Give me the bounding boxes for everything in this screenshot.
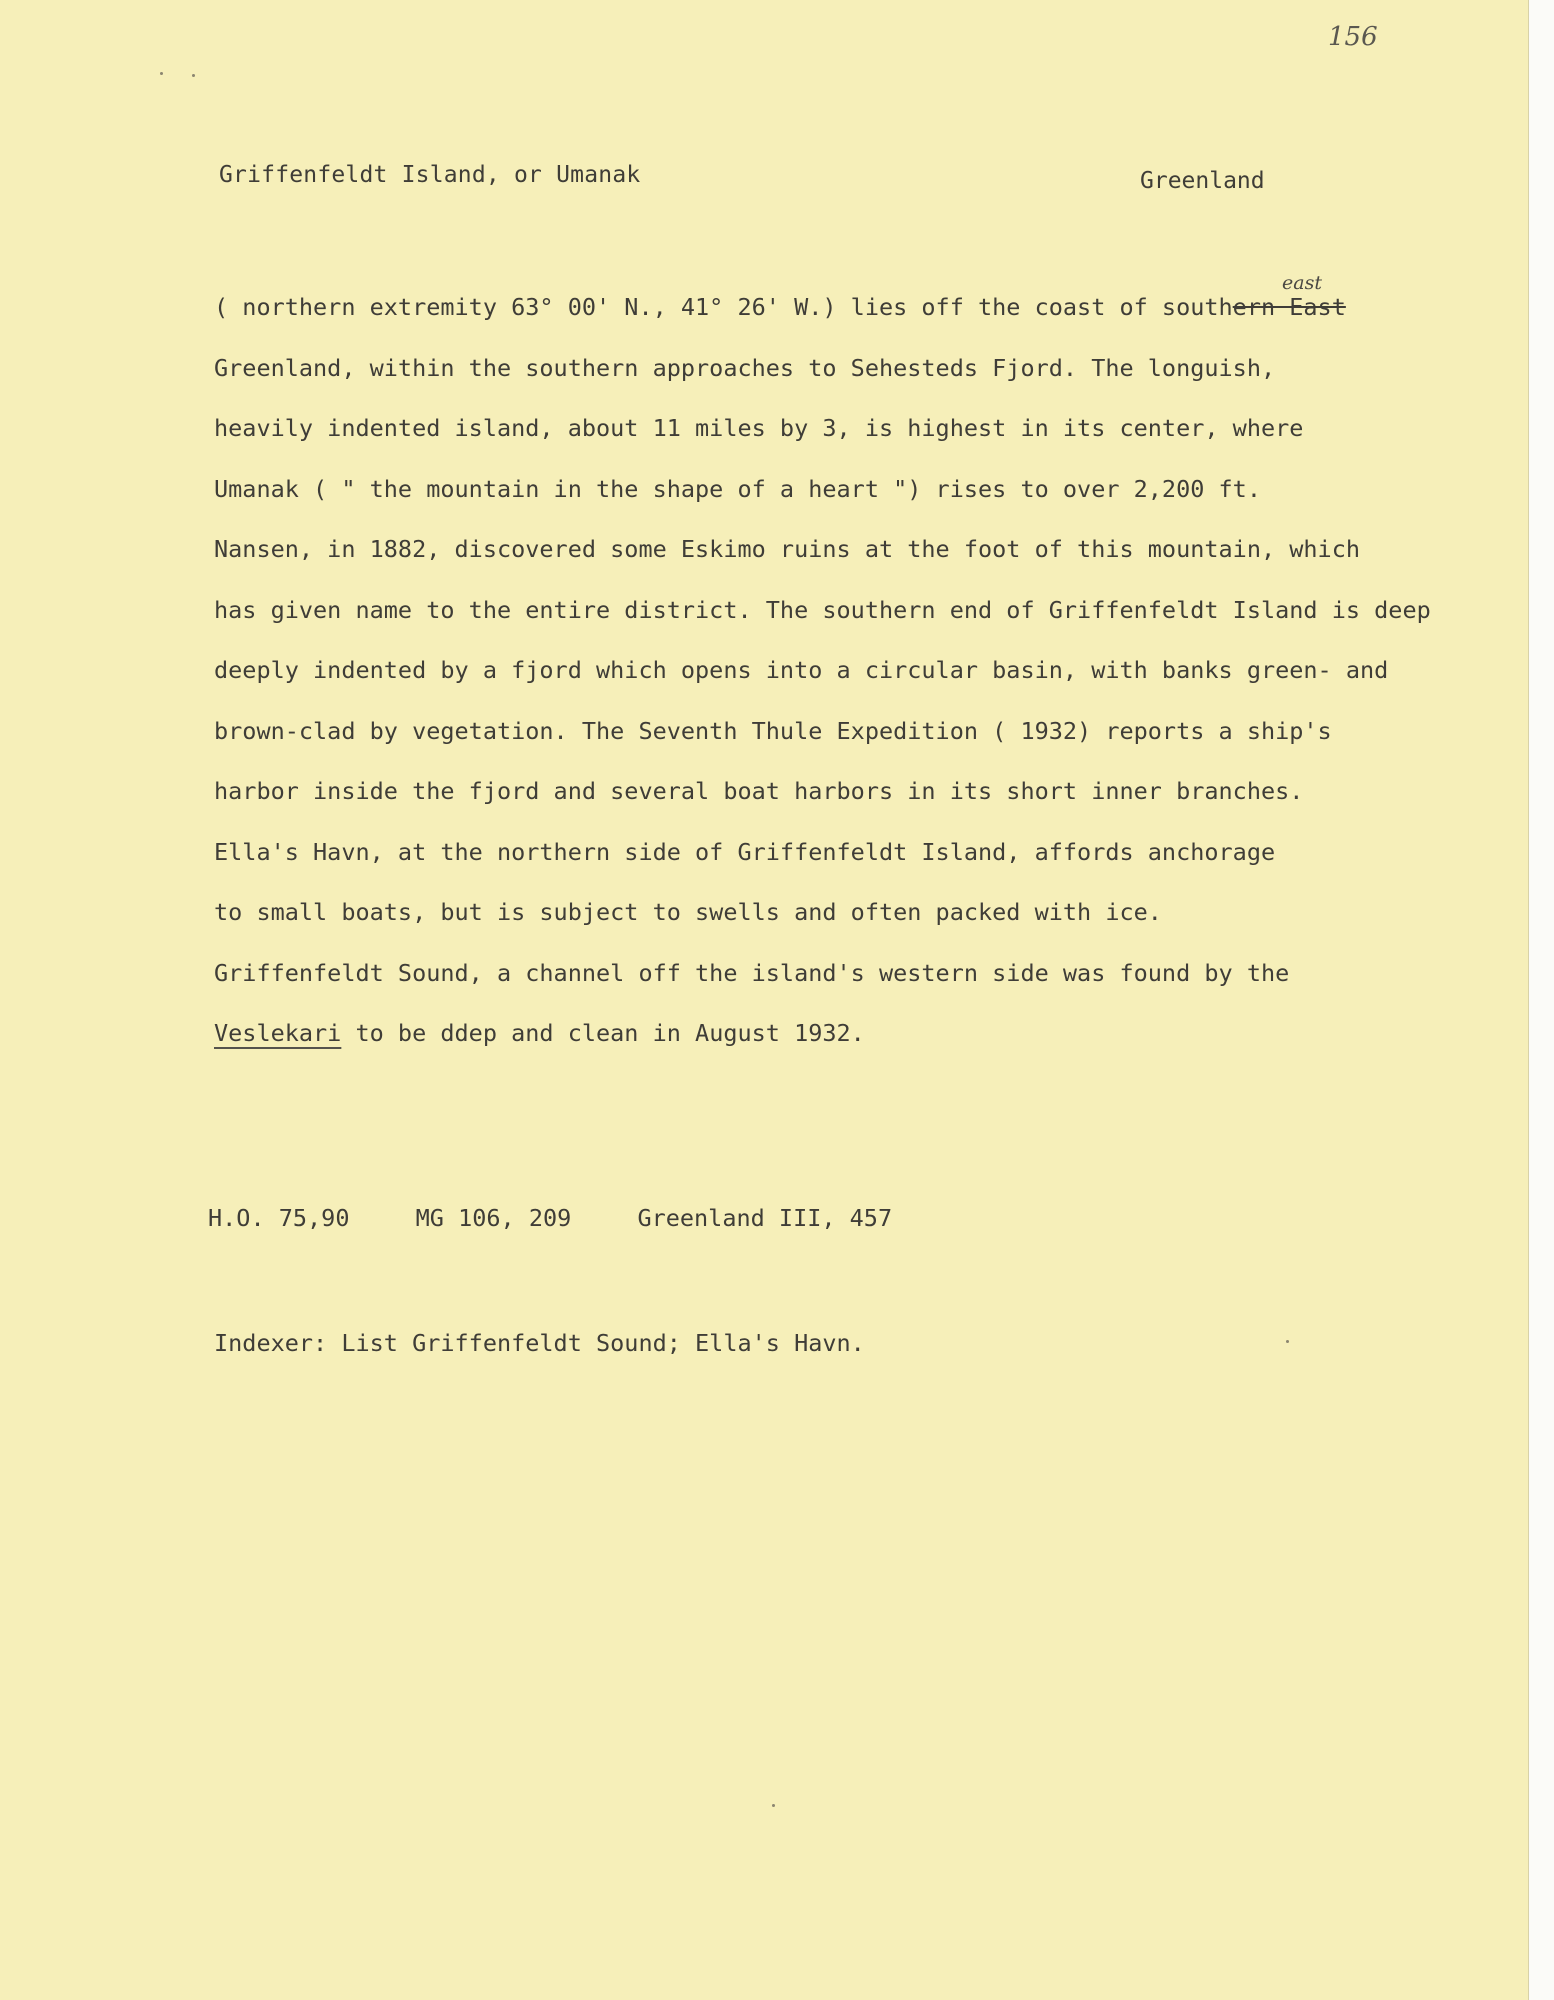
body-line: Griffenfeldt Sound, a channel off the island's western side was found by the	[214, 958, 1290, 987]
entry-title: Griffenfeldt Island, or Umanak	[219, 162, 641, 188]
body-line: to small boats, but is subject to swells and often packed with ice.	[214, 898, 1162, 926]
body-line-text: ( northern extremity 63° 00' N., 41° 26' W.) lies off the coast of south	[214, 293, 1233, 321]
paper-speck	[160, 72, 163, 75]
body-line-text: to be ddep and clean in August 1932.	[341, 1019, 865, 1047]
page-folio-number: 156	[1328, 22, 1378, 52]
entry-region: Greenland	[1140, 168, 1265, 194]
reference-ho: H.O. 75,90	[208, 1204, 350, 1232]
body-line: Nansen, in 1882, discovered some Eskimo ruins at the foot of this mountain, which	[214, 535, 1361, 563]
source-references	[208, 1204, 944, 1232]
page-edge	[1528, 0, 1554, 2000]
reference-mg: MG 106, 209	[415, 1204, 572, 1232]
body-line: brown-clad by vegetation. The Seventh Thule Expedition ( 1932) reports a ship's	[214, 716, 1332, 745]
body-line: harbor inside the fjord and several boat harbors in its short inner branches.	[214, 777, 1304, 805]
body-line: Greenland, within the southern approaches to Sehesteds Fjord. The longuish,	[214, 353, 1276, 382]
reference-greenland: Greenland III, 457	[637, 1204, 893, 1232]
vessel-name: Veslekari	[214, 1019, 342, 1047]
body-line: Umanak ( " the mountain in the shape of a heart ") rises to over 2,200 ft.	[214, 474, 1261, 503]
body-line-last	[214, 1003, 1514, 1064]
paper-speck	[1286, 1340, 1289, 1343]
body-line: heavily indented island, about 11 miles by 3, is highest in its center, where	[214, 414, 1304, 442]
handwritten-insertion: east	[1282, 272, 1322, 294]
body-line	[214, 277, 1514, 338]
struck-text: ern East	[1232, 293, 1346, 321]
indexer-note: Indexer: List Griffenfeldt Sound; Ella's Havn.	[214, 1329, 865, 1357]
body-line: Ella's Havn, at the northern side of Griffenfeldt Island, affords anchorage	[214, 837, 1276, 866]
entry-body	[214, 277, 1514, 1064]
body-line: has given name to the entire district. The southern end of Griffenfeldt Island is deep	[214, 595, 1431, 624]
paper-speck	[772, 1804, 775, 1807]
paper-speck	[192, 74, 195, 77]
body-line: deeply indented by a fjord which opens into a circular basin, with banks green- and	[214, 656, 1389, 684]
